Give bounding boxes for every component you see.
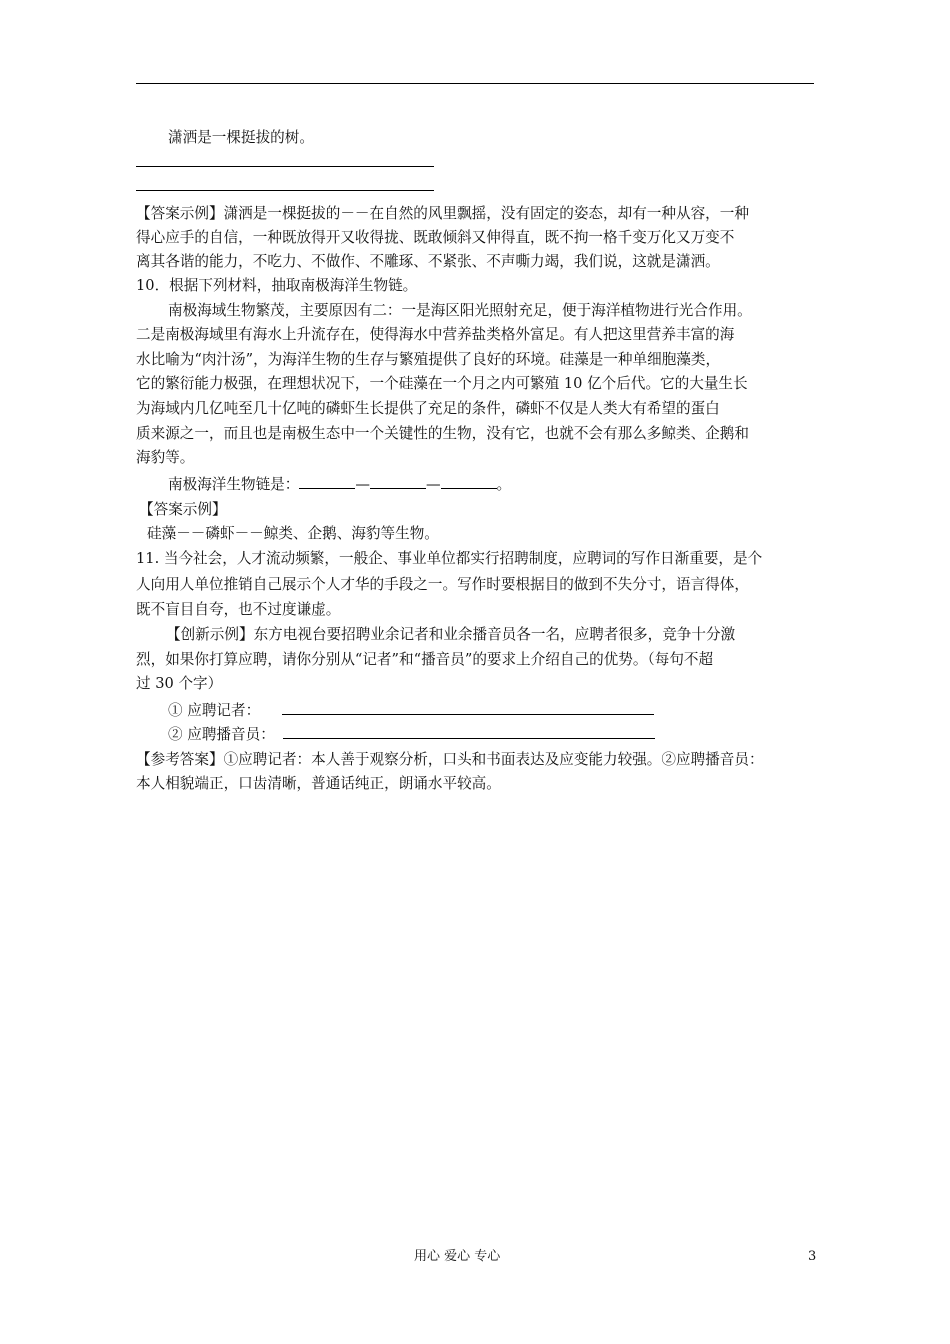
answer-example-line-1: 【答案示例】潇洒是一棵挺拔的－－在自然的风里飘摇，没有固定的姿态，却有一种从容，一种 <box>136 205 749 222</box>
food-chain-dash-1: — <box>355 476 370 493</box>
food-chain-dash-2: — <box>425 476 441 493</box>
answer-example-line-2: 得心应手的自信，一种既放得开又收得拢、既敢倾斜又伸得直，既不拘一格千变万化又万变不 <box>136 229 735 246</box>
page-number: 3 <box>808 1249 817 1264</box>
answer-example-line-3: 离其各谐的能力，不吃力、不做作、不雕琢、不紧张、不声嘶力竭，我们说，这就是潇洒。 <box>136 253 720 270</box>
food-chain-blank-2[interactable] <box>370 475 426 489</box>
reporter-application <box>168 700 848 721</box>
passage-line-2: 二是南极海域里有海水上升流存在，使得海水中营养盐类格外富足。有人把这里营养丰富的海 <box>136 326 735 343</box>
passage-line-4: 它的繁衍能力极强，在理想状况下，一个硅藻在一个月之内可繁殖 10 亿个后代。它的大量生长 <box>136 375 748 392</box>
food-chain-blank-1[interactable] <box>299 475 355 489</box>
passage-line-3: 水比喻为“肉汁汤”，为海洋生物的生存与繁殖提供了良好的环境。硅藻是一种单细胞藻类， <box>136 351 721 368</box>
passage-line-5: 为海域内几亿吨至几十亿吨的磷虾生长提供了充足的条件，磷虾不仅是人类大有希望的蛋白 <box>136 400 720 417</box>
innovation-example-line-2: 烈，如果你打算应聘，请你分别从“记者”和“播音员”的要求上介绍自己的优势。（每句不超 <box>136 651 714 668</box>
food-chain-end: 。 <box>496 476 512 493</box>
reference-answer-line-2: 本人相貌端正，口齿清晰，普通话纯正，朗诵水平较高。 <box>136 775 501 792</box>
answer-blank-1 <box>136 166 434 167</box>
passage-line-6: 质来源之一，而且也是南极生态中一个关键性的生物，没有它，也就不会有那么多鲸类、企鹅和 <box>136 425 749 442</box>
food-chain-prompt <box>168 475 848 495</box>
question-11-line-2: 人向用人单位推销自己展示个人才华的手段之一。写作时要根据目的做到不失分寸，语言得体， <box>136 576 749 593</box>
footer-motto: 用心 爱心 专心 <box>414 1249 501 1264</box>
reporter-label: ① 应聘记者： <box>168 702 261 719</box>
food-chain-blank-3[interactable] <box>441 475 497 489</box>
question-10-title: 10．根据下列材料，抽取南极海洋生物链。 <box>136 277 418 294</box>
passage-line-1: 南极海域生物繁茂，主要原因有二：一是海区阳光照射充足，便于海洋植物进行光合作用。 <box>168 302 752 319</box>
food-chain-label: 南极海洋生物链是： <box>168 476 300 493</box>
answer-example-heading: 【答案示例】 <box>139 501 227 518</box>
passage-line-7: 海豹等。 <box>136 449 195 466</box>
question-11-line-1: 11. 当今社会，人才流动频繁，一般企、事业单位都实行招聘制度，应聘词的写作日渐重要，是个 <box>136 550 763 567</box>
reference-answer-line-1: 【参考答案】①应聘记者：本人善于观察分析，口头和书面表达及应变能力较强。②应聘播音员： <box>136 751 764 768</box>
innovation-example-line-3: 过 30 个字） <box>136 675 223 692</box>
prompt-sentence: 潇洒是一棵挺拔的树。 <box>168 129 314 146</box>
question-11-line-3: 既不盲目自夸，也不过度谦虚。 <box>136 601 341 618</box>
header-rule <box>136 83 814 84</box>
reporter-answer-line[interactable] <box>282 700 654 715</box>
food-chain-answer: 硅藻－－磷虾－－鲸类、企鹅、海豹等生物。 <box>147 525 439 542</box>
announcer-label: ② 应聘播音员： <box>168 726 275 743</box>
innovation-example-line-1: 【创新示例】东方电视台要招聘业余记者和业余播音员各一名，应聘者很多，竞争十分激 <box>166 626 736 643</box>
announcer-answer-line[interactable] <box>283 724 655 739</box>
answer-blank-2 <box>136 190 434 191</box>
announcer-application <box>168 724 848 745</box>
